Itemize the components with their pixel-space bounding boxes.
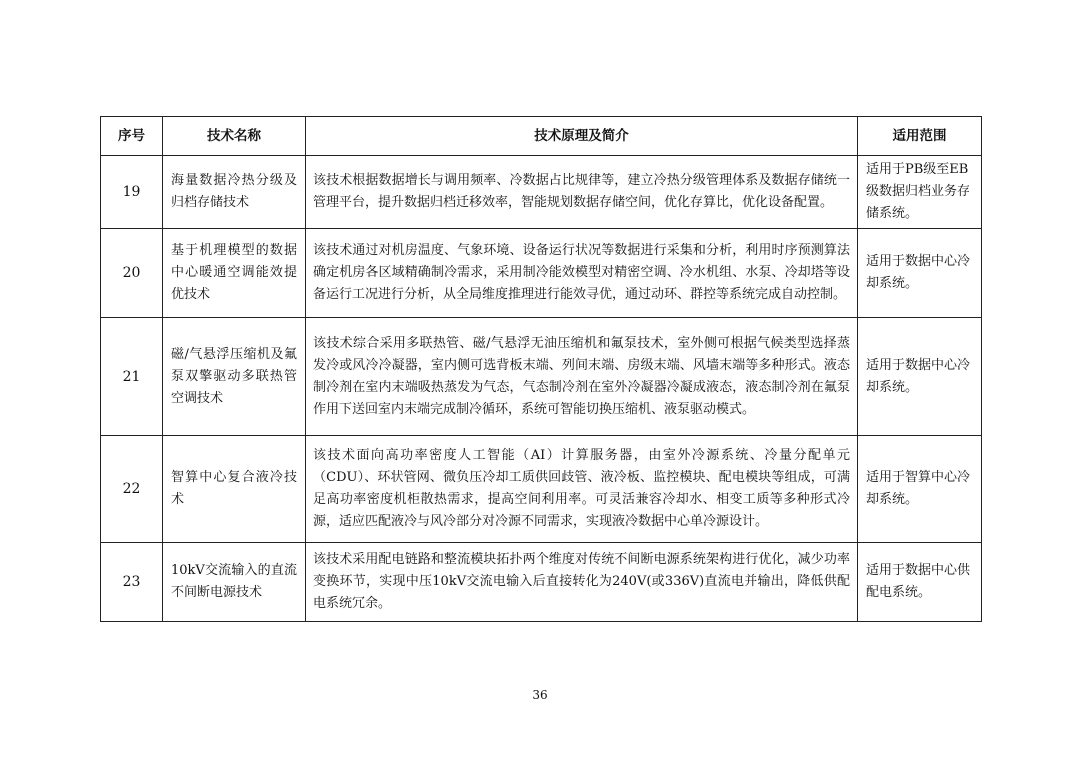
header-serial-number: 序号 [101,117,163,156]
technology-name: 磁/气悬浮压缩机及氟泵双擎驱动多联热管空调技术 [163,318,306,436]
application-scope: 适用于数据中心冷却系统。 [858,318,982,436]
technology-name: 智算中心复合液冷技术 [163,436,306,543]
application-scope: 适用于PB级至EB级数据归档业务存储系统。 [858,156,982,229]
technology-name: 基于机理模型的数据中心暖通空调能效提优技术 [163,229,306,318]
application-scope: 适用于数据中心冷却系统。 [858,229,982,318]
application-scope: 适用于智算中心冷却系统。 [858,436,982,543]
table-row [101,156,982,229]
header-principle-description: 技术原理及简介 [306,117,858,156]
row-number: 19 [101,156,163,229]
table-row [101,229,982,318]
row-number: 20 [101,229,163,318]
technology-name: 海量数据冷热分级及归档存储技术 [163,156,306,229]
table-row [101,436,982,543]
table-header-row [101,117,982,156]
table-row [101,318,982,436]
application-scope: 适用于数据中心供配电系统。 [858,543,982,622]
row-number: 23 [101,543,163,622]
row-number: 22 [101,436,163,543]
technology-description: 该技术综合采用多联热管、磁/气悬浮无油压缩机和氟泵技术，室外侧可根据气候类型选择蒸发冷或风冷冷凝器，室内侧可选背板末端、列间末端、房级末端、风墙末端等多种形式。液态制冷剂在室内末端吸热蒸发为气态，气态制冷剂在室外冷凝器冷凝成液态，液态制冷剂在氟泵作用下送回室内末端完成制冷循环，系统可智能切换压缩机、液泵驱动模式。 [306,318,858,436]
technology-description: 该技术根据数据增长与调用频率、冷数据占比规律等，建立冷热分级管理体系及数据存储统一管理平台，提升数据归档迁移效率，智能规划数据存储空间，优化存算比，优化设备配置。 [306,156,858,229]
technology-description: 该技术采用配电链路和整流模块拓扑两个维度对传统不间断电源系统架构进行优化，减少功率变换环节，实现中压10kV交流电输入后直接转化为240V(或336V)直流电并输出，降低供配电系统冗余。 [306,543,858,622]
technology-name: 10kV交流输入的直流不间断电源技术 [163,543,306,622]
technology-description: 该技术面向高功率密度人工智能（AI）计算服务器，由室外冷源系统、冷量分配单元（CDU）、环状管网、微负压冷却工质供回歧管、液冷板、监控模块、配电模块等组成，可满足高功率密度机柜散热需求，提高空间利用率。可灵活兼容冷却水、相变工质等多种形式冷源，适应匹配液冷与风冷部分对冷源不同需求，实现液冷数据中心单冷源设计。 [306,436,858,543]
header-technology-name: 技术名称 [163,117,306,156]
row-number: 21 [101,318,163,436]
table-row [101,543,982,622]
technology-table [100,116,982,622]
header-application-scope: 适用范围 [858,117,982,156]
page-number: 36 [532,688,548,702]
technology-description: 该技术通过对机房温度、气象环境、设备运行状况等数据进行采集和分析，利用时序预测算法确定机房各区域精确制冷需求，采用制冷能效模型对精密空调、冷水机组、水泵、冷却塔等设备运行工况进行分析，从全局维度推理进行能效寻优，通过动环、群控等系统完成自动控制。 [306,229,858,318]
